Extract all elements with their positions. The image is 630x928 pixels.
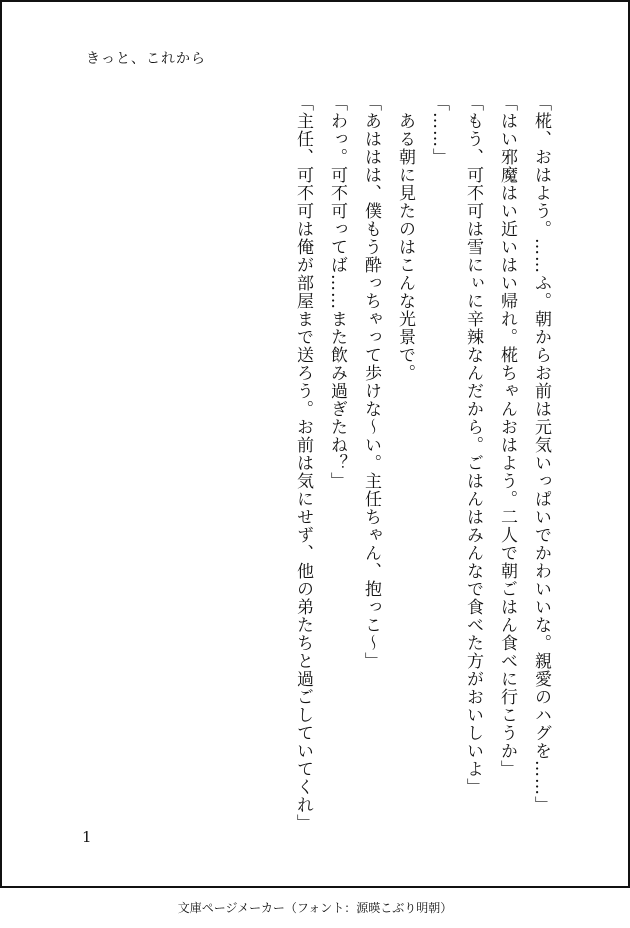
text-line: 「もう、可不可は雪にぃに辛辣なんだから。ごはんはみんなで食べた方がおいしいよ」 — [463, 94, 483, 796]
footer-credit: 文庫ページメーカー（フォント：源暎こぶり明朝） — [177, 901, 453, 915]
page-number: 1 — [82, 828, 92, 846]
running-head: きっと、これから — [86, 51, 206, 67]
text-line: 「主任、可不可は俺が部屋まで送ろう。お前は気にせず、他の弟たちと過ごしていてくれ」 — [293, 94, 313, 832]
vertical-body-text — [286, 94, 558, 854]
text-line: ある朝に見たのはこんな光景で。 — [395, 94, 415, 382]
text-line: 「あははは、僕もう酔っちゃって歩けな～い。主任ちゃん、抱っこ～」 — [361, 94, 381, 670]
text-line: 「……」 — [429, 94, 449, 166]
text-line: 「はい邪魔はい近いはい帰れ。椛ちゃんおはよう。二人で朝ごはん食べに行こうか」 — [497, 94, 517, 778]
text-line: 「わっ。可不可ってば……また飲み過ぎたね？」 — [327, 94, 347, 490]
text-line: 「椛、おはよう。……ふ。朝からお前は元気いっぱいでかわいいな。親愛のハグを……」 — [531, 94, 551, 814]
